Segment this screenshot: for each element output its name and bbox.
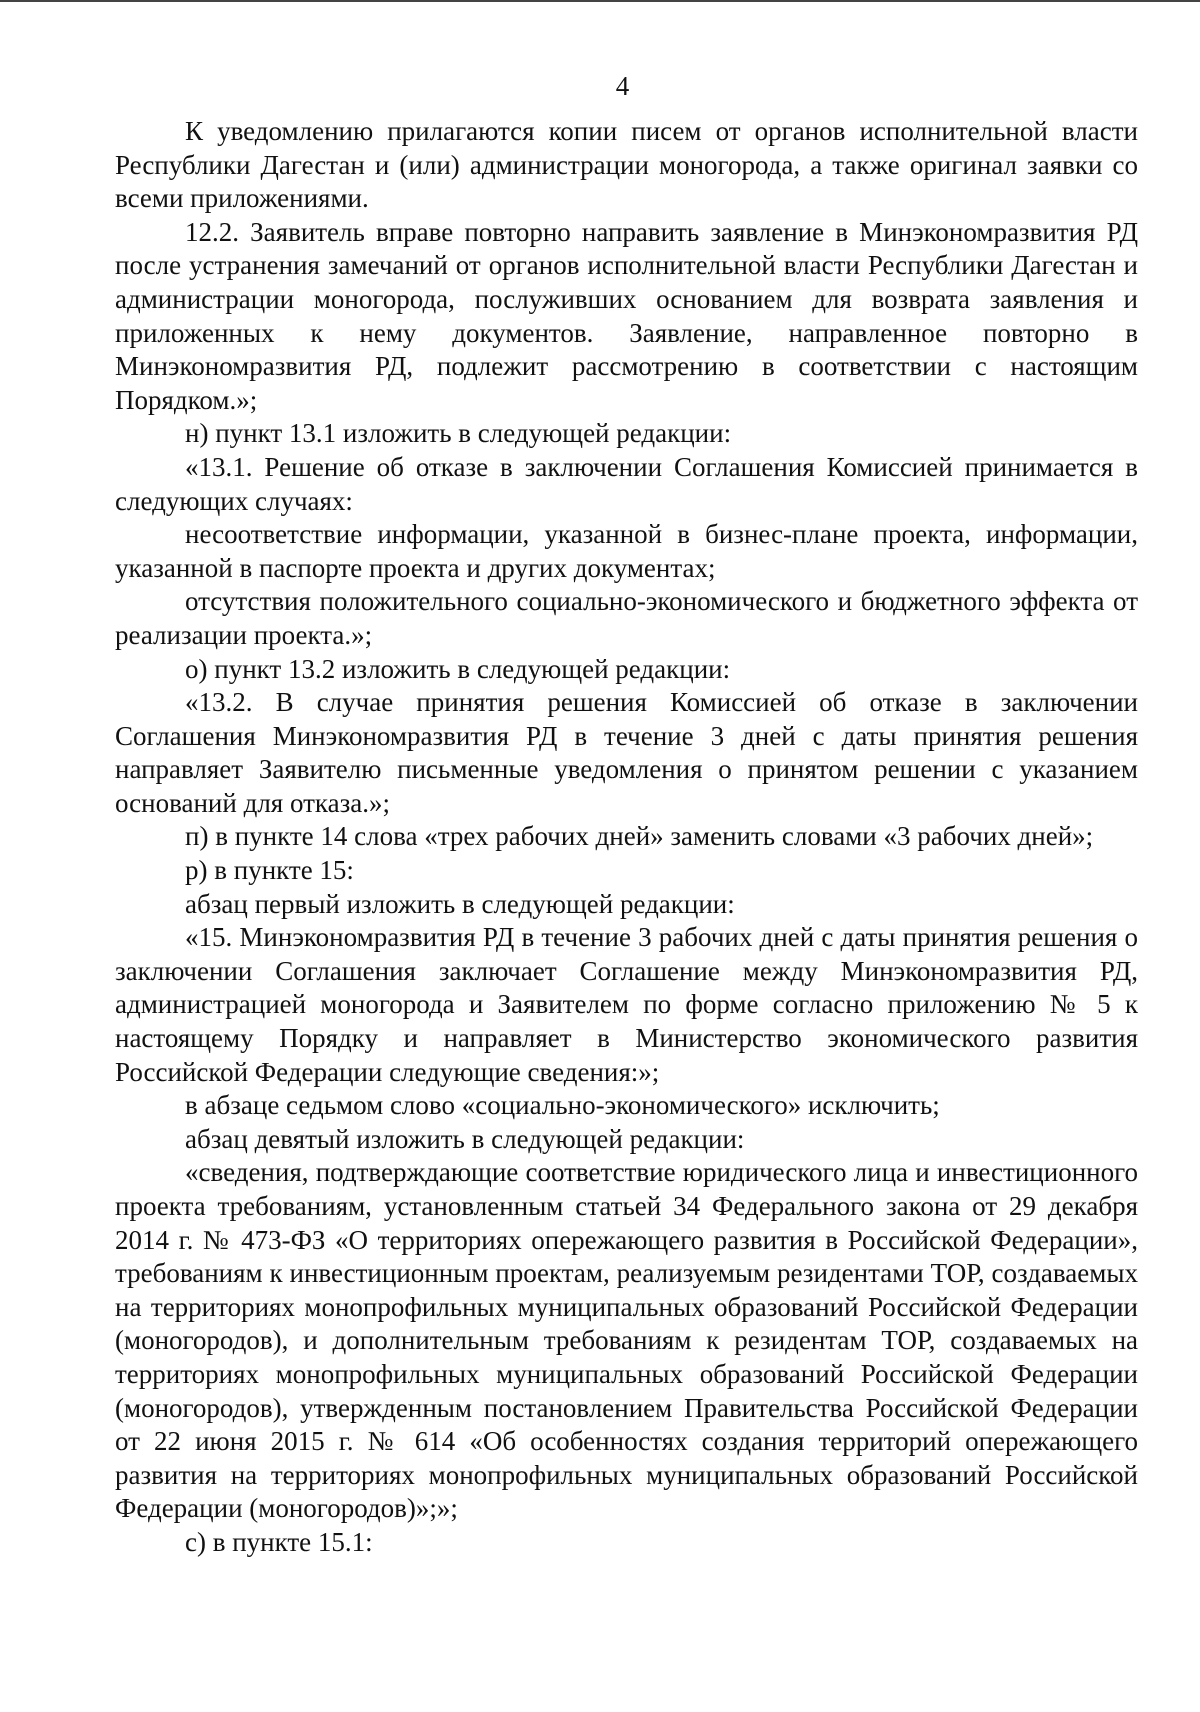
document-body	[115, 115, 1138, 1560]
paragraph-abzac-first: абзац первый изложить в следующей редакции:	[185, 888, 735, 919]
paragraph-item-o: о) пункт 13.2 изложить в следующей редакции:	[185, 653, 731, 684]
page-number: 4	[615, 71, 630, 101]
paragraph-13-2: «13.2. В случае принятия решения Комиссией об отказе в заключении Соглашения Минэкономразвития РД в течение 3 дней с даты принятия решения направляет Заявителю письменные уведомления о принятом решении с указанием оснований для отказа.»;	[115, 687, 1138, 818]
paragraph-12-2: 12.2. Заявитель вправе повторно направить заявление в Минэкономразвития РД после устранения замечаний от органов исполнительной власти Республики Дагестан и администрации моногорода, послуживших основанием для возврата заявления и приложенных к нему документов. Заявление, направленное повторно в Минэкономразвития РД, подлежит рассмотрению в соответствии с настоящим Порядком.»;	[115, 216, 1138, 415]
scan-edge-line	[0, 0, 1200, 2]
paragraph-item-p: п) в пункте 14 слова «трех рабочих дней» заменить словами «3 рабочих дней»;	[185, 821, 1094, 852]
paragraph-15: «15. Минэкономразвития РД в течение 3 рабочих дней с даты принятия решения о заключении Соглашения заключает Соглашение между Минэкономразвития РД, администрацией моногорода и Заявителем по форме согласно приложению № 5 к настоящему Порядку и направляет в Министерство экономического развития Российской Федерации следующие сведения:»;	[115, 922, 1138, 1087]
paragraph-item-s: с) в пункте 15.1:	[185, 1526, 373, 1557]
paragraph-abzac-seventh: в абзаце седьмом слово «социально-экономического» исключить;	[185, 1090, 940, 1121]
paragraph-13-1: «13.1. Решение об отказе в заключении Соглашения Комиссией принимается в следующих случаях:	[115, 451, 1138, 516]
paragraph-13-1-case-2: отсутствия положительного социально-экономического и бюджетного эффекта от реализации проекта.»;	[115, 586, 1138, 650]
paragraph-item-n: н) пункт 13.1 изложить в следующей редакции:	[185, 418, 732, 449]
paragraph-13-1-case-1: несоответствие информации, указанной в бизнес-плане проекта, информации, указанной в паспорте проекта и других документах;	[115, 519, 1138, 583]
paragraph-svedeniya: «сведения, подтверждающие соответствие юридического лица и инвестиционного проекта требованиям, установленным статьей 34 Федерального закона от 29 декабря 2014 г. № 473-ФЗ «О территориях опережающего развития в Российской Федерации», требованиям к инвестиционным проектам, реализуемым резидентами ТОР, создаваемых на территориях монопрофильных муниципальных образований Российской Федерации (моногородов), и дополнительным требованиям к резидентам ТОР, создаваемых на территориях монопрофильных муниципальных образований Российской Федерации (моногородов), утвержденным постановлением Правительства Российской Федерации от 22 июня 2015 г. № 614 «Об особенностях создания территорий опережающего развития на территориях монопрофильных муниципальных образований Российской Федерации (моногородов)»;»;	[115, 1157, 1138, 1524]
paragraph-abzac-ninth: абзац девятый изложить в следующей редакции:	[185, 1123, 745, 1154]
paragraph-item-r: р) в пункте 15:	[185, 855, 354, 886]
paragraph-attachments: К уведомлению прилагаются копии писем от органов исполнительной власти Республики Дагестан и (или) администрации моногорода, а также оригинал заявки со всеми приложениями.	[115, 116, 1138, 214]
